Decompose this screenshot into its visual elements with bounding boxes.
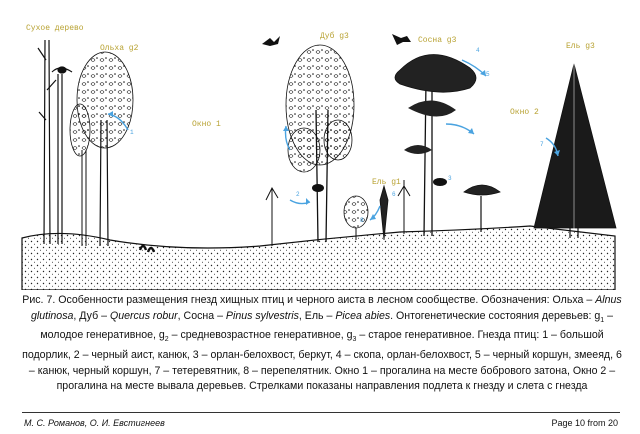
label-pine: Сосна g3 bbox=[418, 36, 457, 45]
nest-number: 7 bbox=[540, 141, 544, 148]
bush-small bbox=[344, 196, 368, 240]
sapling bbox=[266, 188, 278, 246]
caption-subscript: 3 bbox=[352, 336, 357, 344]
label-oak: Дуб g3 bbox=[320, 32, 349, 41]
caption-text: , Сосна – bbox=[177, 309, 226, 322]
label-spruce-g3: Ель g3 bbox=[566, 42, 595, 51]
caption-text: Рис. 7. Особенности размещения гнезд хищных птиц и черного аиста в лесном сообществе. Обозначения: Ольха – bbox=[22, 294, 596, 306]
label-dead-tree: Сухое дерево bbox=[26, 24, 84, 33]
nest-number: 4 bbox=[476, 47, 480, 54]
caption-latin-picea: Picea abies bbox=[335, 309, 391, 322]
nest-number: 6 bbox=[392, 191, 396, 198]
nest-number: 1 bbox=[130, 129, 134, 136]
footer-divider bbox=[22, 412, 620, 413]
caption-latin-pinus: Pinus sylvestris bbox=[225, 309, 299, 322]
nest-number: 2 bbox=[296, 191, 300, 198]
caption-subscript: 2 bbox=[164, 336, 169, 344]
dead-tree bbox=[38, 40, 72, 244]
footer-authors: М. С. Романов, О. И. Евстигнеев bbox=[24, 418, 165, 428]
caption-latin-quercus: Quercus robur bbox=[109, 309, 178, 322]
caption-text: – молодое генеративное, g bbox=[40, 309, 613, 342]
caption-text: , Ель – bbox=[298, 309, 336, 322]
figure-caption bbox=[22, 293, 622, 395]
spruce-g1 bbox=[380, 186, 388, 240]
caption-text: – средневозрастное генеративное, g bbox=[168, 329, 353, 342]
nest-number: 3 bbox=[448, 175, 452, 182]
label-window1: Окно 1 bbox=[192, 120, 221, 129]
caption-subscript: 1 bbox=[600, 316, 605, 324]
flying-bird-1 bbox=[262, 36, 280, 46]
flying-bird-2 bbox=[392, 34, 411, 45]
sapling-2 bbox=[398, 180, 410, 234]
spruce-g3 bbox=[534, 64, 616, 238]
label-window2: Окно 2 bbox=[510, 108, 539, 117]
label-spruce-g1: Ель g1 bbox=[372, 178, 401, 187]
pine-tree bbox=[395, 54, 476, 236]
caption-latin-alnus: Alnus glutinosa bbox=[30, 294, 622, 322]
caption-text: . Онтогенетические состояния деревьев: g bbox=[390, 309, 601, 322]
page-number: Page 10 from 20 bbox=[551, 418, 618, 428]
nest-number: 5 bbox=[486, 71, 490, 78]
label-alder: Ольха g2 bbox=[100, 44, 139, 53]
nest-number: 8 bbox=[360, 217, 364, 224]
bush-umbrella bbox=[464, 185, 500, 232]
alder-tree bbox=[70, 52, 133, 246]
caption-text: – старое генеративное. Гнезда птиц: 1 – большой подорлик, 2 – черный аист, канюк, 3 – орлан-белохвост, беркут, 4 – скопа, орлан-белохвост, 5 – черный коршун, змееяд, 6 – канюк, черный коршун, 7 – тетеревятник, 8 – перепелятник. Окно 1 – прогалина на месте бобрового затона, Окно 2 – прогалина на месте вывала деревьев. Стрелками показаны направления подлета к гнезду и слета с гнезда bbox=[22, 329, 622, 393]
caption-text: , Дуб – bbox=[73, 309, 110, 322]
